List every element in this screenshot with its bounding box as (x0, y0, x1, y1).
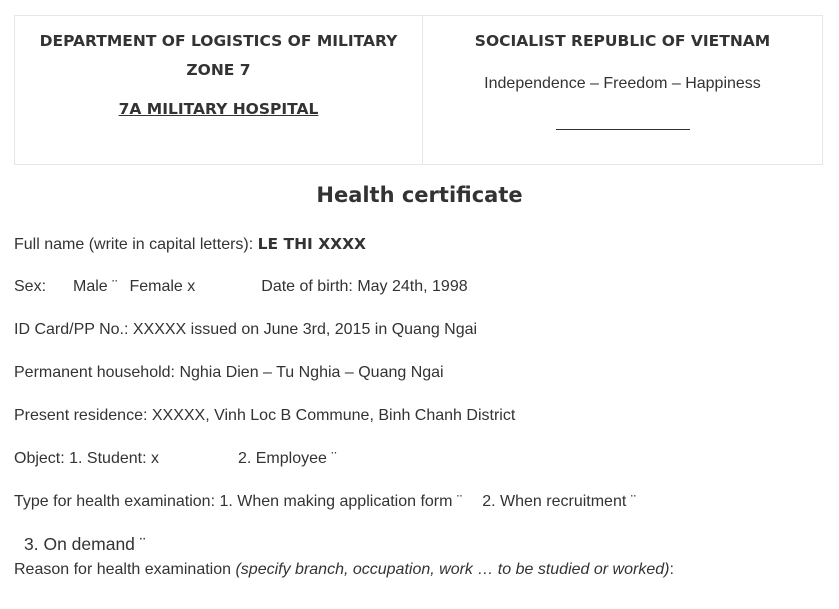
object-employee-option: 2. Employee ¨ (237, 450, 337, 467)
department-name: DEPARTMENT OF LOGISTICS OF MILITARY ZONE 7 (39, 32, 398, 79)
reason-line (14, 561, 674, 579)
header-left-cell (15, 16, 423, 164)
object-student-option: Object: 1. Student: x (14, 450, 159, 467)
date-of-birth: Date of birth: May 24th, 1998 (261, 278, 468, 295)
exam-type-demand-option: 3. On demand ¨ (24, 534, 146, 554)
country-name: SOCIALIST REPUBLIC OF VIETNAM (474, 32, 771, 50)
permanent-household-line: Permanent household: Nghia Dien – Tu Nghia – Quang Ngai (14, 364, 444, 381)
header-right-cell (423, 16, 822, 164)
object-line (14, 450, 337, 468)
full-name-value: LE THI XXXX (257, 235, 367, 253)
exam-type-application-option: Type for health examination: 1. When making application form ¨ (14, 493, 463, 510)
exam-type-line (14, 493, 636, 511)
hospital-name: 7A MILITARY HOSPITAL (118, 100, 319, 118)
reason-colon: : (669, 561, 674, 578)
sex-label: Sex: (14, 278, 47, 295)
document-header (14, 15, 823, 165)
sex-dob-line (14, 278, 468, 296)
exam-type-recruitment-option: 2. When recruitment ¨ (482, 493, 637, 510)
sex-female-option: Female x (129, 278, 196, 295)
full-name-label: Full name (write in capital letters): (14, 236, 258, 253)
document-title: Health certificate (316, 183, 523, 207)
motto-underline (556, 129, 690, 130)
present-residence-line: Present residence: XXXXX, Vinh Loc B Commune, Binh Chanh District (14, 407, 516, 424)
reason-hint: (specify branch, occupation, work … to be studied or worked) (235, 561, 670, 578)
reason-label: Reason for health examination (14, 561, 236, 578)
id-card-line: ID Card/PP No.: XXXXX issued on June 3rd, 2015 in Quang Ngai (14, 321, 478, 338)
national-motto: Independence – Freedom – Happiness (484, 75, 761, 92)
full-name-line (14, 235, 366, 254)
sex-male-option: Male ¨ (73, 278, 118, 295)
